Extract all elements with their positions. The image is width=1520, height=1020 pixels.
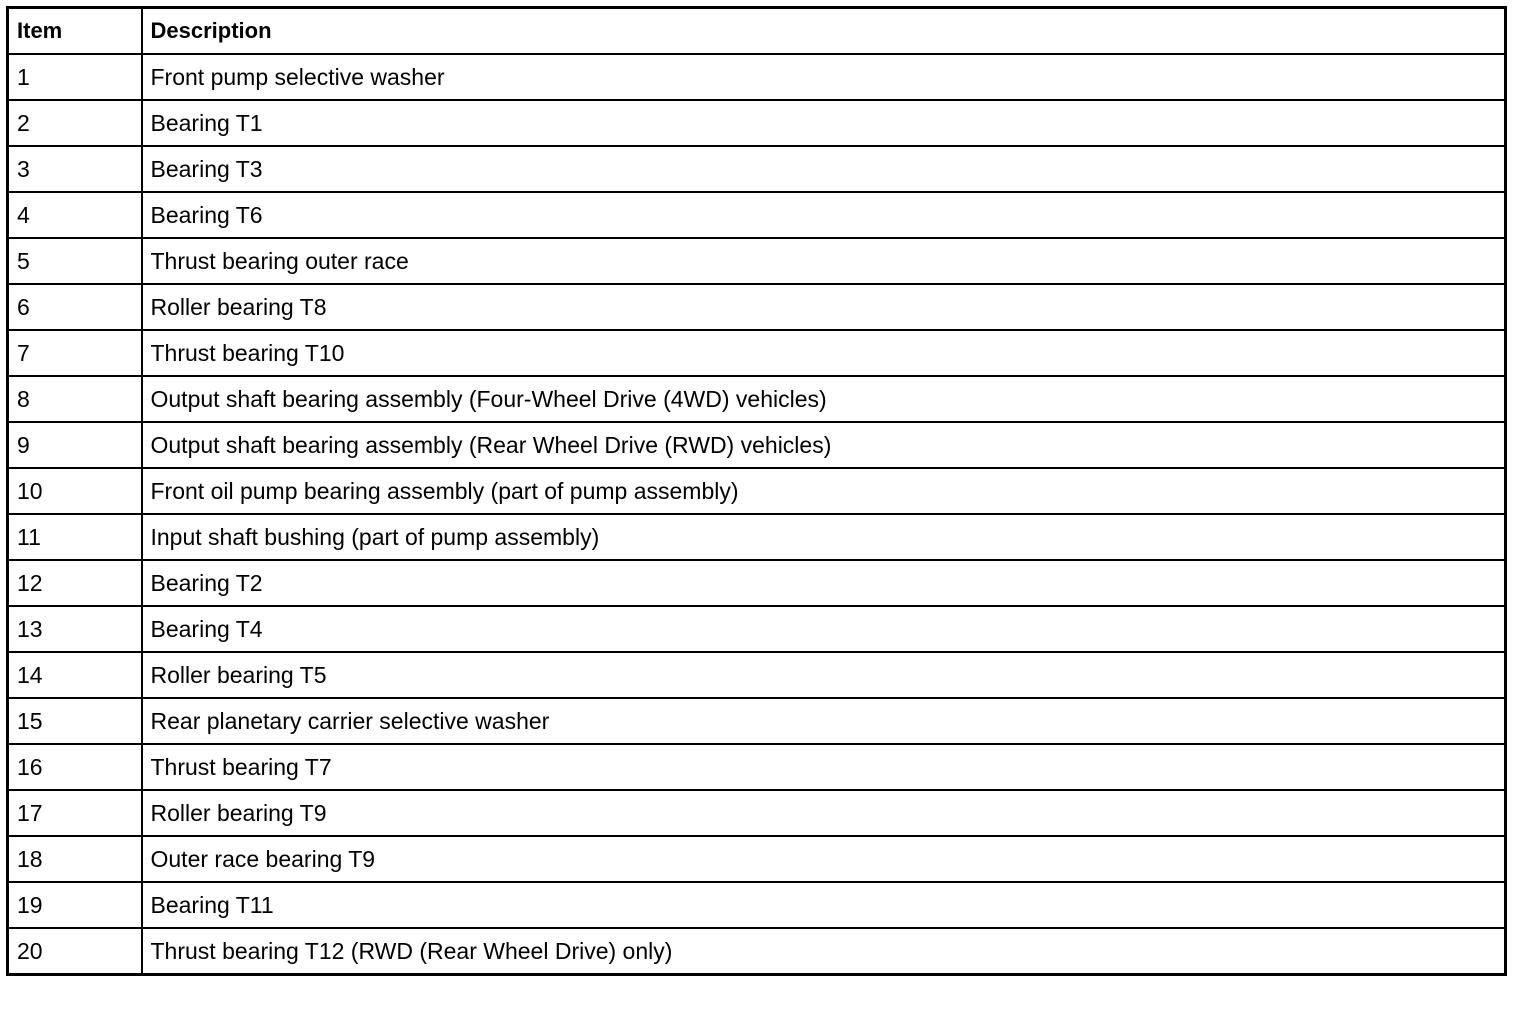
item-number: 18 bbox=[8, 836, 142, 882]
parts-table bbox=[6, 6, 1507, 976]
item-number: 2 bbox=[8, 100, 142, 146]
table-row bbox=[8, 468, 1506, 514]
table-row bbox=[8, 146, 1506, 192]
item-description: Thrust bearing T10 bbox=[142, 330, 1506, 376]
item-description: Bearing T6 bbox=[142, 192, 1506, 238]
table-row bbox=[8, 54, 1506, 100]
item-description: Roller bearing T8 bbox=[142, 284, 1506, 330]
table-row bbox=[8, 192, 1506, 238]
header-row bbox=[8, 8, 1506, 55]
item-number: 7 bbox=[8, 330, 142, 376]
item-description: Output shaft bearing assembly (Rear Wheel Drive (RWD) vehicles) bbox=[142, 422, 1506, 468]
item-description: Bearing T11 bbox=[142, 882, 1506, 928]
item-number: 3 bbox=[8, 146, 142, 192]
item-number: 6 bbox=[8, 284, 142, 330]
item-description: Output shaft bearing assembly (Four-Wheel Drive (4WD) vehicles) bbox=[142, 376, 1506, 422]
item-description: Bearing T3 bbox=[142, 146, 1506, 192]
table-row bbox=[8, 238, 1506, 284]
item-description: Front pump selective washer bbox=[142, 54, 1506, 100]
item-number: 11 bbox=[8, 514, 142, 560]
item-description: Thrust bearing T12 (RWD (Rear Wheel Drive) only) bbox=[142, 928, 1506, 975]
table-row bbox=[8, 284, 1506, 330]
item-description: Bearing T1 bbox=[142, 100, 1506, 146]
table-row bbox=[8, 606, 1506, 652]
item-description: Roller bearing T9 bbox=[142, 790, 1506, 836]
item-number: 5 bbox=[8, 238, 142, 284]
item-number: 10 bbox=[8, 468, 142, 514]
item-description: Roller bearing T5 bbox=[142, 652, 1506, 698]
item-number: 9 bbox=[8, 422, 142, 468]
item-description: Thrust bearing T7 bbox=[142, 744, 1506, 790]
table-row bbox=[8, 928, 1506, 975]
item-number: 15 bbox=[8, 698, 142, 744]
item-description: Rear planetary carrier selective washer bbox=[142, 698, 1506, 744]
item-number: 12 bbox=[8, 560, 142, 606]
item-description: Front oil pump bearing assembly (part of pump assembly) bbox=[142, 468, 1506, 514]
table-row bbox=[8, 744, 1506, 790]
item-number: 13 bbox=[8, 606, 142, 652]
item-number: 17 bbox=[8, 790, 142, 836]
item-number: 19 bbox=[8, 882, 142, 928]
table-header bbox=[8, 8, 1506, 55]
header-description: Description bbox=[142, 8, 1506, 55]
item-description: Input shaft bushing (part of pump assembly) bbox=[142, 514, 1506, 560]
table-row bbox=[8, 560, 1506, 606]
table-row bbox=[8, 698, 1506, 744]
table-row bbox=[8, 652, 1506, 698]
item-description: Bearing T2 bbox=[142, 560, 1506, 606]
table-body bbox=[8, 54, 1506, 975]
table-row bbox=[8, 836, 1506, 882]
table-row bbox=[8, 422, 1506, 468]
header-item: Item bbox=[8, 8, 142, 55]
item-description: Outer race bearing T9 bbox=[142, 836, 1506, 882]
item-description: Bearing T4 bbox=[142, 606, 1506, 652]
table-row bbox=[8, 376, 1506, 422]
item-number: 4 bbox=[8, 192, 142, 238]
item-description: Thrust bearing outer race bbox=[142, 238, 1506, 284]
table-row bbox=[8, 100, 1506, 146]
table-row bbox=[8, 790, 1506, 836]
item-number: 20 bbox=[8, 928, 142, 975]
item-number: 16 bbox=[8, 744, 142, 790]
item-number: 14 bbox=[8, 652, 142, 698]
item-number: 8 bbox=[8, 376, 142, 422]
table-row bbox=[8, 514, 1506, 560]
table-row bbox=[8, 882, 1506, 928]
item-number: 1 bbox=[8, 54, 142, 100]
table-row bbox=[8, 330, 1506, 376]
